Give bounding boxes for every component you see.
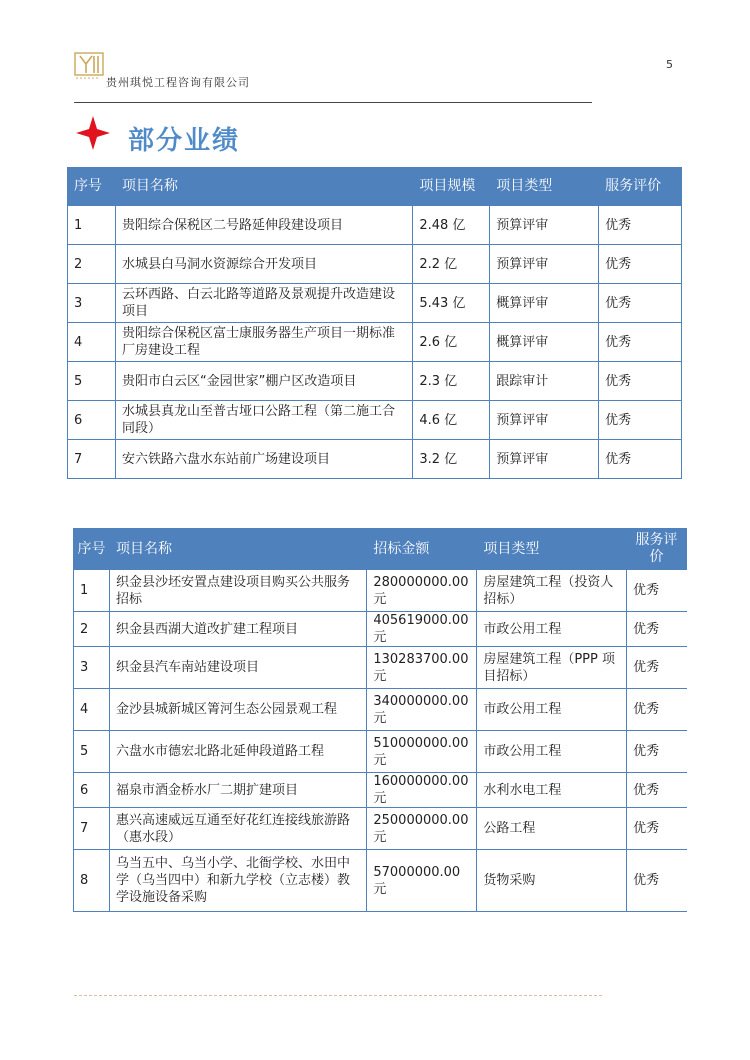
four-point-star-icon <box>76 116 110 150</box>
table-row <box>74 689 687 731</box>
cell-rating: 优秀 <box>627 612 687 647</box>
cell-scale: 2.6 亿 <box>413 323 490 362</box>
header-cell: 服务评价 <box>599 168 682 206</box>
cell-type: 预算评审 <box>490 245 599 284</box>
cell-index: 6 <box>68 401 116 440</box>
cell-index: 5 <box>68 362 116 401</box>
cell-scale: 2.2 亿 <box>413 245 490 284</box>
cell-amount: 280000000.00 元 <box>367 570 477 612</box>
cell-amount: 250000000.00 元 <box>367 808 477 850</box>
table-row <box>68 401 682 440</box>
cell-rating: 优秀 <box>599 206 682 245</box>
table-row <box>68 440 682 479</box>
cell-index: 1 <box>74 570 110 612</box>
cell-scale: 2.3 亿 <box>413 362 490 401</box>
cell-project-name: 贵阳综合保税区富士康服务器生产项目一期标准厂房建设工程 <box>115 323 412 362</box>
header-cell: 项目名称 <box>109 529 366 570</box>
performance-table-2 <box>73 528 687 912</box>
header-cell: 项目类型 <box>477 529 627 570</box>
table-row <box>74 612 687 647</box>
cell-amount: 160000000.00 元 <box>367 773 477 808</box>
cell-rating: 优秀 <box>599 401 682 440</box>
cell-amount: 130283700.00 元 <box>367 647 477 689</box>
cell-index: 3 <box>68 284 116 323</box>
cell-index: 6 <box>74 773 110 808</box>
cell-scale: 2.48 亿 <box>413 206 490 245</box>
cell-amount: 510000000.00 元 <box>367 731 477 773</box>
performance-table-1 <box>67 167 682 479</box>
cell-rating: 优秀 <box>627 570 687 612</box>
cell-project-name: 水城县真龙山至普古垭口公路工程（第二施工合同段） <box>115 401 412 440</box>
table-row <box>74 731 687 773</box>
cell-scale: 5.43 亿 <box>413 284 490 323</box>
table-row <box>74 850 687 912</box>
table-row <box>68 206 682 245</box>
cell-type: 市政公用工程 <box>477 612 627 647</box>
table-row <box>74 647 687 689</box>
cell-type: 货物采购 <box>477 850 627 912</box>
cell-amount: 340000000.00 元 <box>367 689 477 731</box>
cell-index: 3 <box>74 647 110 689</box>
cell-rating: 优秀 <box>599 440 682 479</box>
table-row <box>68 245 682 284</box>
cell-rating: 优秀 <box>627 808 687 850</box>
cell-project-name: 金沙县城新城区箐河生态公园景观工程 <box>109 689 366 731</box>
cell-rating: 优秀 <box>627 647 687 689</box>
cell-type: 概算评审 <box>490 284 599 323</box>
table-row <box>74 808 687 850</box>
header-cell: 服务评价 <box>627 529 687 570</box>
cell-index: 8 <box>74 850 110 912</box>
cell-type: 水利水电工程 <box>477 773 627 808</box>
table-row <box>68 362 682 401</box>
cell-type: 预算评审 <box>490 401 599 440</box>
cell-type: 概算评审 <box>490 323 599 362</box>
cell-type: 预算评审 <box>490 206 599 245</box>
cell-rating: 优秀 <box>599 245 682 284</box>
cell-rating: 优秀 <box>627 731 687 773</box>
cell-type: 市政公用工程 <box>477 731 627 773</box>
cell-project-name: 乌当五中、乌当小学、北衙学校、水田中学（乌当四中）和新九学校（立志楼）教学设施设备采购 <box>109 850 366 912</box>
cell-type: 预算评审 <box>490 440 599 479</box>
section-title: 部分业绩 <box>128 126 241 156</box>
header-divider <box>74 102 592 103</box>
cell-project-name: 贵阳综合保税区二号路延伸段建设项目 <box>115 206 412 245</box>
cell-rating: 优秀 <box>599 362 682 401</box>
table-row <box>68 323 682 362</box>
cell-index: 4 <box>68 323 116 362</box>
cell-rating: 优秀 <box>599 323 682 362</box>
cell-type: 跟踪审计 <box>490 362 599 401</box>
cell-index: 7 <box>74 808 110 850</box>
table-header-row <box>74 529 687 570</box>
cell-amount: 405619000.00 元 <box>367 612 477 647</box>
cell-index: 4 <box>74 689 110 731</box>
cell-rating: 优秀 <box>627 773 687 808</box>
cell-project-name: 惠兴高速威远互通至好花红连接线旅游路（惠水段） <box>109 808 366 850</box>
header-cell: 项目规模 <box>413 168 490 206</box>
header-cell: 序号 <box>74 529 110 570</box>
company-logo <box>74 52 106 80</box>
cell-index: 2 <box>74 612 110 647</box>
cell-project-name: 水城县白马洞水资源综合开发项目 <box>115 245 412 284</box>
cell-type: 公路工程 <box>477 808 627 850</box>
table-row <box>74 570 687 612</box>
cell-project-name: 织金县沙坯安置点建设项目购买公共服务招标 <box>109 570 366 612</box>
footer-divider <box>74 995 602 996</box>
cell-index: 5 <box>74 731 110 773</box>
cell-project-name: 织金县西湖大道改扩建工程项目 <box>109 612 366 647</box>
cell-project-name: 织金县汽车南站建设项目 <box>109 647 366 689</box>
header-cell: 项目名称 <box>115 168 412 206</box>
cell-project-name: 安六铁路六盘水东站前广场建设项目 <box>115 440 412 479</box>
cell-project-name: 福泉市酒金桥水厂二期扩建项目 <box>109 773 366 808</box>
header-cell: 招标金额 <box>367 529 477 570</box>
cell-type: 房屋建筑工程（PPP 项目招标） <box>477 647 627 689</box>
cell-index: 2 <box>68 245 116 284</box>
cell-type: 房屋建筑工程（投资人招标） <box>477 570 627 612</box>
cell-scale: 3.2 亿 <box>413 440 490 479</box>
cell-index: 7 <box>68 440 116 479</box>
header-cell: 序号 <box>68 168 116 206</box>
company-name: 贵州琪悦工程咨询有限公司 <box>106 76 250 89</box>
cell-project-name: 贵阳市白云区“金园世家”棚户区改造项目 <box>115 362 412 401</box>
table-row <box>74 773 687 808</box>
cell-index: 1 <box>68 206 116 245</box>
cell-project-name: 云环西路、白云北路等道路及景观提升改造建设项目 <box>115 284 412 323</box>
cell-rating: 优秀 <box>599 284 682 323</box>
page-number: 5 <box>666 58 673 71</box>
table-header-row <box>68 168 682 206</box>
cell-type: 市政公用工程 <box>477 689 627 731</box>
cell-scale: 4.6 亿 <box>413 401 490 440</box>
cell-rating: 优秀 <box>627 689 687 731</box>
cell-project-name: 六盘水市德宏北路北延伸段道路工程 <box>109 731 366 773</box>
cell-amount: 57000000.00 元 <box>367 850 477 912</box>
table-row <box>68 284 682 323</box>
header-cell: 项目类型 <box>490 168 599 206</box>
cell-rating: 优秀 <box>627 850 687 912</box>
